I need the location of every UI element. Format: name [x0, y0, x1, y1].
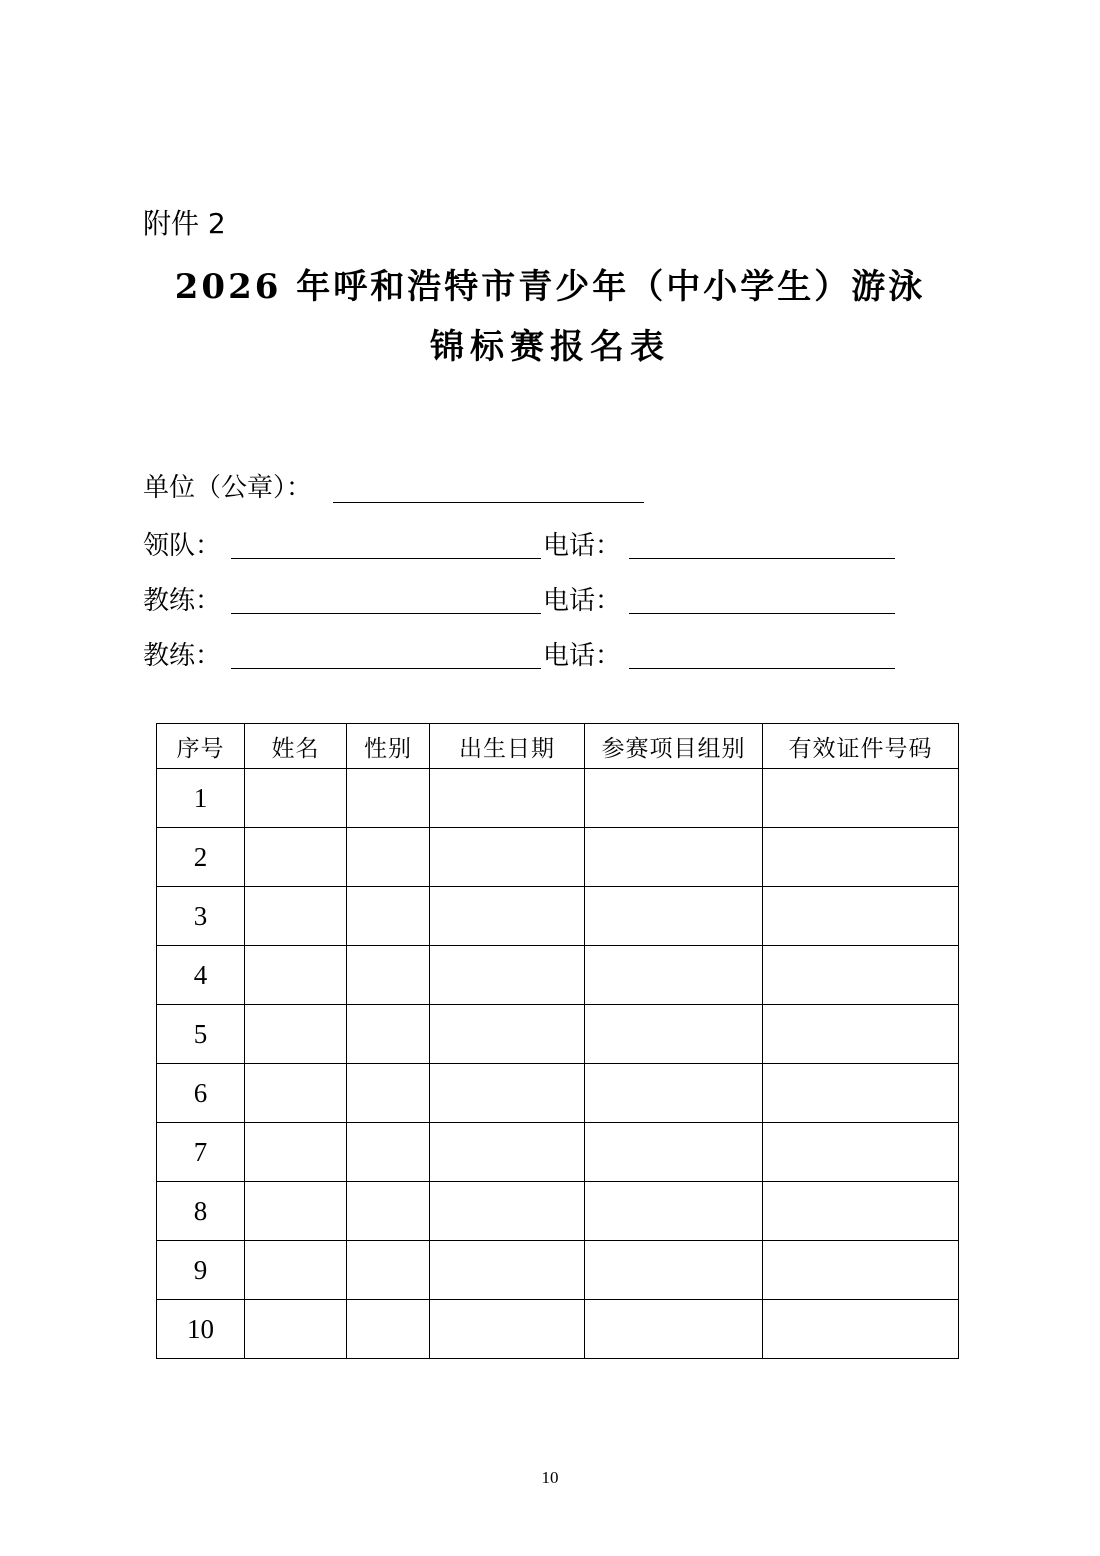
- attachment-label: 附件 2: [143, 207, 226, 240]
- event-group-cell[interactable]: [585, 828, 763, 887]
- header-birthdate: 出生日期: [430, 724, 585, 769]
- unit-input-line[interactable]: [333, 502, 644, 503]
- table-row: [157, 1182, 959, 1241]
- event-group-cell[interactable]: [585, 1300, 763, 1359]
- gender-cell[interactable]: [347, 1123, 430, 1182]
- row-number: 10: [157, 1300, 245, 1359]
- row-number: 7: [157, 1123, 245, 1182]
- name-cell[interactable]: [245, 1300, 347, 1359]
- birthdate-cell[interactable]: [430, 769, 585, 828]
- row-number: 9: [157, 1241, 245, 1300]
- gender-cell[interactable]: [347, 887, 430, 946]
- event-group-cell[interactable]: [585, 1182, 763, 1241]
- name-cell[interactable]: [245, 1123, 347, 1182]
- table-row: [157, 1300, 959, 1359]
- id-number-cell[interactable]: [763, 828, 959, 887]
- coach2-phone-input-line[interactable]: [629, 668, 895, 669]
- unit-label: 单位（公章）：: [143, 473, 313, 503]
- coach1-input-line[interactable]: [231, 613, 541, 614]
- table-row: [157, 1005, 959, 1064]
- id-number-cell[interactable]: [763, 1064, 959, 1123]
- event-group-cell[interactable]: [585, 946, 763, 1005]
- event-group-cell[interactable]: [585, 1005, 763, 1064]
- id-number-cell[interactable]: [763, 946, 959, 1005]
- row-number: 8: [157, 1182, 245, 1241]
- name-cell[interactable]: [245, 1005, 347, 1064]
- row-number: 5: [157, 1005, 245, 1064]
- table-row: [157, 769, 959, 828]
- table-row: [157, 1064, 959, 1123]
- name-cell[interactable]: [245, 1241, 347, 1300]
- id-number-cell[interactable]: [763, 1005, 959, 1064]
- name-cell[interactable]: [245, 946, 347, 1005]
- leader-phone-input-line[interactable]: [629, 558, 895, 559]
- row-number: 4: [157, 946, 245, 1005]
- name-cell[interactable]: [245, 828, 347, 887]
- gender-cell[interactable]: [347, 946, 430, 1005]
- header-gender: 性别: [347, 724, 430, 769]
- table-row: [157, 828, 959, 887]
- birthdate-cell[interactable]: [430, 887, 585, 946]
- name-cell[interactable]: [245, 887, 347, 946]
- header-event-group: 参赛项目组别: [585, 724, 763, 769]
- gender-cell[interactable]: [347, 1005, 430, 1064]
- table-header-row: [157, 724, 959, 769]
- coach2-phone-label: 电话：: [543, 641, 622, 671]
- name-cell[interactable]: [245, 1182, 347, 1241]
- leader-phone-label: 电话：: [543, 531, 622, 561]
- gender-cell[interactable]: [347, 1182, 430, 1241]
- coach2-label: 教练：: [143, 641, 222, 671]
- id-number-cell[interactable]: [763, 1123, 959, 1182]
- table-row: [157, 1241, 959, 1300]
- table-row: [157, 946, 959, 1005]
- leader-input-line[interactable]: [231, 558, 541, 559]
- id-number-cell[interactable]: [763, 887, 959, 946]
- event-group-cell[interactable]: [585, 887, 763, 946]
- birthdate-cell[interactable]: [430, 1123, 585, 1182]
- event-group-cell[interactable]: [585, 1123, 763, 1182]
- coach2-input-line[interactable]: [231, 668, 541, 669]
- event-group-cell[interactable]: [585, 1064, 763, 1123]
- name-cell[interactable]: [245, 1064, 347, 1123]
- header-id-number: 有效证件号码: [763, 724, 959, 769]
- header-seq: 序号: [157, 724, 245, 769]
- coach1-label: 教练：: [143, 586, 222, 616]
- header-name: 姓名: [245, 724, 347, 769]
- gender-cell[interactable]: [347, 1241, 430, 1300]
- birthdate-cell[interactable]: [430, 1241, 585, 1300]
- id-number-cell[interactable]: [763, 1182, 959, 1241]
- table-row: [157, 887, 959, 946]
- coach1-phone-label: 电话：: [543, 586, 622, 616]
- row-number: 6: [157, 1064, 245, 1123]
- id-number-cell[interactable]: [763, 1300, 959, 1359]
- id-number-cell[interactable]: [763, 769, 959, 828]
- registration-table: [156, 723, 959, 1359]
- table-row: [157, 1123, 959, 1182]
- birthdate-cell[interactable]: [430, 1064, 585, 1123]
- name-cell[interactable]: [245, 769, 347, 828]
- birthdate-cell[interactable]: [430, 946, 585, 1005]
- gender-cell[interactable]: [347, 1300, 430, 1359]
- event-group-cell[interactable]: [585, 769, 763, 828]
- leader-label: 领队：: [143, 531, 222, 561]
- row-number: 2: [157, 828, 245, 887]
- row-number: 1: [157, 769, 245, 828]
- id-number-cell[interactable]: [763, 1241, 959, 1300]
- page-number: 10: [541, 1468, 559, 1487]
- gender-cell[interactable]: [347, 769, 430, 828]
- gender-cell[interactable]: [347, 1064, 430, 1123]
- row-number: 3: [157, 887, 245, 946]
- gender-cell[interactable]: [347, 828, 430, 887]
- event-group-cell[interactable]: [585, 1241, 763, 1300]
- coach1-phone-input-line[interactable]: [629, 613, 895, 614]
- birthdate-cell[interactable]: [430, 1182, 585, 1241]
- document-title-line1: 2026 年呼和浩特市青少年（中小学生）游泳: [174, 267, 926, 307]
- birthdate-cell[interactable]: [430, 1300, 585, 1359]
- birthdate-cell[interactable]: [430, 828, 585, 887]
- document-title-line2: 锦标赛报名表: [430, 327, 670, 367]
- birthdate-cell[interactable]: [430, 1005, 585, 1064]
